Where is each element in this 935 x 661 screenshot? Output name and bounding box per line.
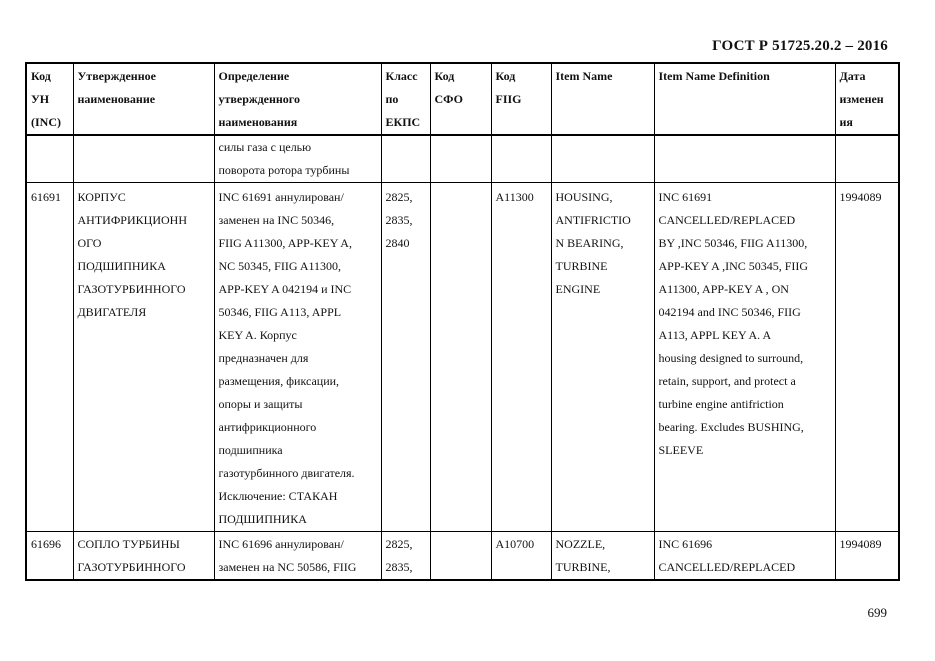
cell-line: N BEARING, <box>555 236 624 250</box>
cell-definition <box>214 135 381 183</box>
cell-class <box>381 183 430 532</box>
column-header <box>214 63 381 135</box>
cell-line: bearing. Excludes BUSHING, <box>658 420 804 434</box>
cell-line: силы газа с целью <box>218 140 312 154</box>
cell-line: A11300, APP-KEY A , ON <box>658 282 789 296</box>
cell-line: KEY A. Корпус <box>218 328 297 342</box>
header-line: Класс <box>385 69 418 83</box>
cell-line: CANCELLED/REPLACED <box>658 560 796 574</box>
header-line: Утвержденное <box>77 69 156 83</box>
cell-line: КОРПУС <box>77 190 126 204</box>
cell-name <box>73 135 214 183</box>
cell-line: ENGINE <box>555 282 601 296</box>
cell-date: 1994089 <box>835 183 899 532</box>
cell-line: BY ,INC 50346, FIIG A11300, <box>658 236 808 250</box>
cell-item-name <box>551 183 654 532</box>
cell-line: APP-KEY A 042194 и INC <box>218 282 352 296</box>
column-header <box>26 63 73 135</box>
cell-class <box>381 135 430 183</box>
header-line: ЕКПС <box>385 115 421 129</box>
cell-line: 042194 and INC 50346, FIIG <box>658 305 801 319</box>
cell-fiig: A10700 <box>491 532 551 581</box>
cell-line: 50346, FIIG A113, APPL <box>218 305 342 319</box>
header-line: СФО <box>434 92 463 106</box>
cell-line: ГАЗОТУРБИННОГО <box>77 282 186 296</box>
cell-date: 1994089 <box>835 532 899 581</box>
table-row <box>26 532 899 581</box>
cell-line: поворота ротора турбины <box>218 163 350 177</box>
cell-line: housing designed to surround, <box>658 351 804 365</box>
cell-line: 2840 <box>385 236 410 250</box>
header-line: утвержденного <box>218 92 300 106</box>
cell-line: СОПЛО ТУРБИНЫ <box>77 537 180 551</box>
cell-line: HOUSING, <box>555 190 613 204</box>
cell-line: размещения, фиксации, <box>218 374 340 388</box>
header-line: Код <box>495 69 516 83</box>
column-header <box>430 63 491 135</box>
cell-line: A113, APPL KEY A. A <box>658 328 772 342</box>
cell-item-name <box>551 135 654 183</box>
header-line: УН <box>31 92 50 106</box>
table-row <box>26 183 899 532</box>
header-line: Определение <box>218 69 290 83</box>
cell-line: предназначен для <box>218 351 309 365</box>
cell-line: INC 61696 <box>658 537 713 551</box>
cell-fiig: A11300 <box>491 183 551 532</box>
header-line: наименования <box>218 115 298 129</box>
cell-item-definition <box>654 135 835 183</box>
cell-line: CANCELLED/REPLACED <box>658 213 796 227</box>
cell-date <box>835 135 899 183</box>
cell-line: SLEEVE <box>658 443 704 457</box>
header-line: Item Name <box>555 69 613 83</box>
cell-line: подшипника <box>218 443 283 457</box>
cell-line: TURBINE, <box>555 560 611 574</box>
header-line: изменен <box>839 92 884 106</box>
header-line: ия <box>839 115 853 129</box>
header-line: Код <box>434 69 455 83</box>
cell-line: Исключение: СТАКАН <box>218 489 338 503</box>
cell-line: ПОДШИПНИКА <box>218 512 307 526</box>
continuation-row <box>26 135 899 183</box>
cell-line: заменен на INC 50346, <box>218 213 335 227</box>
cell-line: ОГО <box>77 236 102 250</box>
header-row <box>26 63 899 135</box>
cell-definition <box>214 183 381 532</box>
cell-definition <box>214 532 381 581</box>
cell-class <box>381 532 430 581</box>
cell-line: NC 50345, FIIG A11300, <box>218 259 342 273</box>
cell-line: INC 61696 аннулирован/ <box>218 537 344 551</box>
cell-sfo <box>430 135 491 183</box>
cell-line: заменен на NC 50586, FIIG <box>218 560 357 574</box>
cell-inc: 61691 <box>26 183 73 532</box>
column-header <box>835 63 899 135</box>
cell-line: INC 61691 <box>658 190 713 204</box>
cell-line: ДВИГАТЕЛЯ <box>77 305 147 319</box>
cell-line: retain, support, and protect a <box>658 374 796 388</box>
header-line: Дата <box>839 69 866 83</box>
cell-fiig <box>491 135 551 183</box>
cell-name <box>73 532 214 581</box>
cell-line: АНТИФРИКЦИОНН <box>77 213 187 227</box>
header-line: наименование <box>77 92 156 106</box>
cell-line: TURBINE <box>555 259 608 273</box>
cell-line: NOZZLE, <box>555 537 606 551</box>
cell-item-name <box>551 532 654 581</box>
cell-item-definition <box>654 532 835 581</box>
page-number: 699 <box>867 605 887 620</box>
cell-line: ANTIFRICTIO <box>555 213 631 227</box>
cell-name <box>73 183 214 532</box>
cell-line: 2825, <box>385 190 413 204</box>
cell-item-definition <box>654 183 835 532</box>
cell-sfo <box>430 532 491 581</box>
cell-line: 2835, <box>385 213 413 227</box>
header-line: Код <box>31 69 51 83</box>
column-header <box>381 63 430 135</box>
cell-line: FIIG A11300, APP-KEY A, <box>218 236 352 250</box>
header-line: FIIG <box>495 92 522 106</box>
column-header <box>551 63 654 135</box>
cell-line: газотурбинного двигателя. <box>218 466 355 480</box>
header-line: по <box>385 92 399 106</box>
column-header <box>654 63 835 135</box>
column-header <box>491 63 551 135</box>
cell-line: 2825, <box>385 537 413 551</box>
catalog-table <box>25 62 900 581</box>
cell-line: turbine engine antifriction <box>658 397 784 411</box>
cell-line: ГАЗОТУРБИННОГО <box>77 560 186 574</box>
cell-inc <box>26 135 73 183</box>
document-title: ГОСТ Р 51725.20.2 – 2016 <box>712 38 888 54</box>
cell-line: 2835, <box>385 560 413 574</box>
cell-line: APP-KEY A ,INC 50345, FIIG <box>658 259 809 273</box>
cell-line: INC 61691 аннулирован/ <box>218 190 344 204</box>
cell-line: ПОДШИПНИКА <box>77 259 166 273</box>
cell-line: антифрикционного <box>218 420 317 434</box>
header-line: (INC) <box>31 115 61 129</box>
header-line: Item Name Definition <box>658 69 770 83</box>
cell-sfo <box>430 183 491 532</box>
cell-inc: 61696 <box>26 532 73 581</box>
column-header <box>73 63 214 135</box>
cell-line: опоры и защиты <box>218 397 303 411</box>
